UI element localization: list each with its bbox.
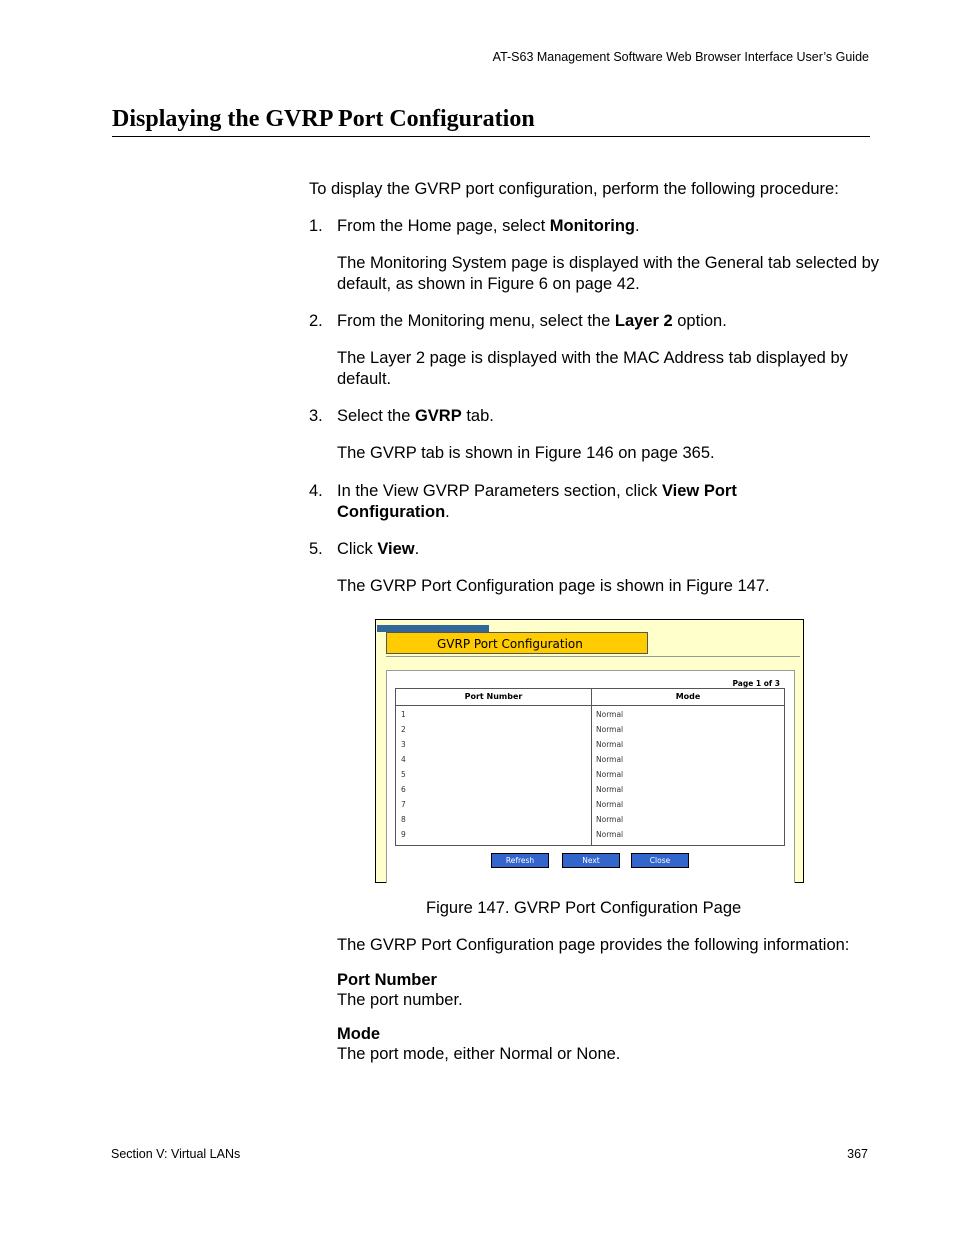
port-number-cell: 2 [401,725,406,734]
figure-tab-bar [377,625,489,632]
step-3-note: The GVRP tab is shown in Figure 146 on page 365. [337,444,715,462]
table-row [396,812,784,827]
mode-cell: Normal [596,815,624,824]
port-number-cell: 3 [401,740,406,749]
step-5-note: The GVRP Port Configuration page is shown in Figure 147. [337,577,770,595]
figure-page-title: GVRP Port Configuration [386,632,648,654]
step-number: 3. [309,407,323,425]
footer-section: Section V: Virtual LANs [111,1147,241,1161]
ui-term: Layer 2 [614,312,673,330]
port-number-cell: 9 [401,830,406,839]
mode-cell: Normal [596,770,624,779]
table-row [396,767,784,782]
table-row [396,782,784,797]
table-row [396,707,784,722]
field-desc-port-number: The port number. [337,991,463,1009]
mode-cell: Normal [596,785,624,794]
mode-cell: Normal [596,710,624,719]
ui-term: View [377,540,415,558]
figure-panel [386,670,795,883]
mode-cell: Normal [596,830,624,839]
port-number-cell: 6 [401,785,406,794]
port-number-cell: 4 [401,755,406,764]
port-config-table [395,688,785,846]
section-title: Displaying the GVRP Port Configuration [112,106,870,137]
port-number-cell: 8 [401,815,406,824]
info-intro: The GVRP Port Configuration page provides the following information: [337,936,850,954]
ui-term: View Port Configuration [337,482,737,521]
mode-cell: Normal [596,725,624,734]
column-header-mode: Mode [592,689,784,706]
step-number: 5. [309,540,323,558]
page-number: 367 [847,1147,868,1161]
port-number-cell: 7 [401,800,406,809]
table-row [396,797,784,812]
ui-term: GVRP [414,407,462,425]
figure-caption: Figure 147. GVRP Port Configuration Page [426,899,742,917]
port-number-cell: 1 [401,710,406,719]
step-1-note: The Monitoring System page is displayed with the General tab selected by default, as shown in Figure 6 on page 42. [337,254,880,293]
table-row [396,722,784,737]
page-indicator: Page 1 of 3 [732,679,780,688]
mode-cell: Normal [596,740,624,749]
mode-cell: Normal [596,755,624,764]
running-header: AT-S63 Management Software Web Browser Interface User’s Guide [492,50,869,64]
close-button[interactable]: Close [631,853,689,868]
step-number: 2. [309,312,323,330]
mode-cell: Normal [596,800,624,809]
step-2-note: The Layer 2 page is displayed with the MAC Address tab displayed by default. [337,349,848,388]
intro-paragraph: To display the GVRP port configuration, perform the following procedure: [309,180,839,198]
table-row [396,827,784,842]
table-row [396,737,784,752]
step-number: 1. [309,217,323,235]
field-desc-mode: The port mode, either Normal or None. [337,1045,621,1063]
ui-term: Monitoring [549,217,635,235]
figure-divider [386,656,800,657]
field-label-mode: Mode [337,1025,381,1043]
step-number: 4. [309,482,323,500]
figure-screenshot [375,619,804,883]
port-number-cell: 5 [401,770,406,779]
refresh-button[interactable]: Refresh [491,853,549,868]
table-row [396,752,784,767]
field-label-port-number: Port Number [337,971,437,989]
column-header-port-number: Port Number [396,689,592,706]
next-button[interactable]: Next [562,853,620,868]
